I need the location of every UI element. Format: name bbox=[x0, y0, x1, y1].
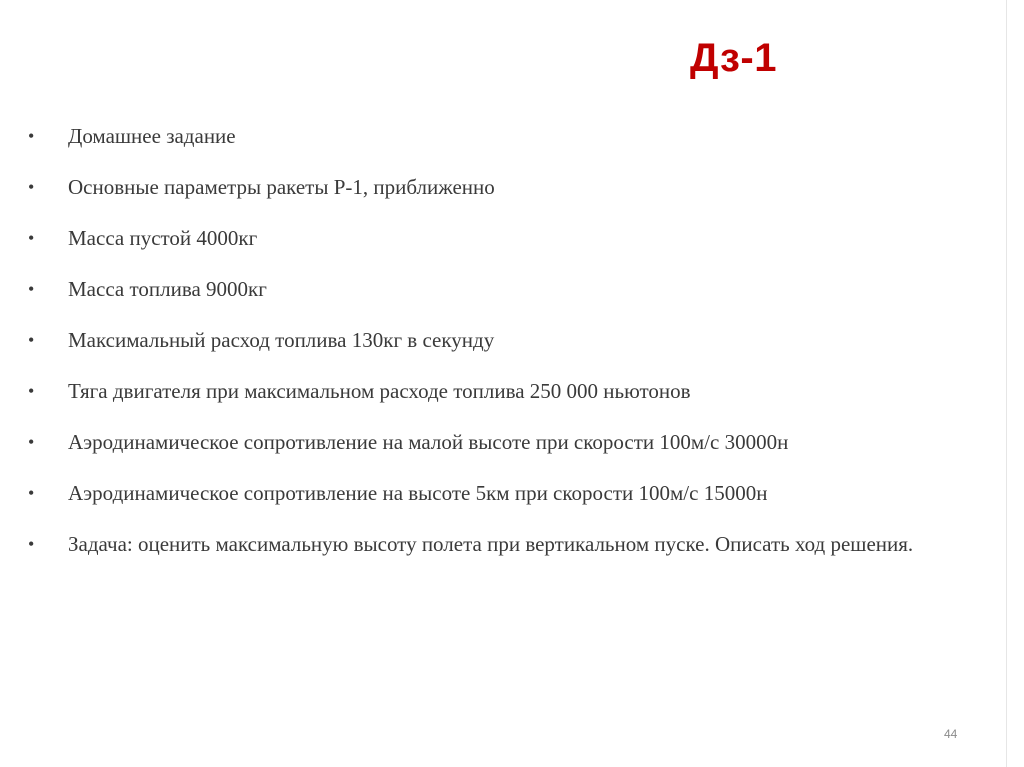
bullet-text: Аэродинамическое сопротивление на высоте 5км при скорости 100м/с 15000н bbox=[68, 481, 768, 505]
bullet-item bbox=[0, 122, 998, 150]
bullet-text: Домашнее задание bbox=[68, 124, 236, 148]
bullet-icon: • bbox=[28, 432, 35, 452]
bullet-icon: • bbox=[28, 228, 35, 248]
bullet-icon: • bbox=[28, 534, 35, 554]
bullet-icon: • bbox=[28, 126, 35, 146]
bullet-icon: • bbox=[28, 177, 35, 197]
bullet-item bbox=[0, 530, 998, 558]
slide-edge-divider bbox=[1006, 0, 1007, 767]
bullet-item bbox=[0, 326, 998, 354]
page-number: 44 bbox=[944, 727, 958, 741]
bullet-item bbox=[0, 224, 998, 252]
bullet-icon: • bbox=[28, 279, 35, 299]
bullet-item bbox=[0, 479, 998, 507]
bullet-icon: • bbox=[28, 330, 35, 350]
slide-title: Дз-1 bbox=[690, 36, 777, 80]
bullet-text: Максимальный расход топлива 130кг в секунду bbox=[68, 328, 495, 352]
bullet-item bbox=[0, 377, 998, 405]
bullet-text: Основные параметры ракеты Р-1, приближенно bbox=[68, 175, 495, 199]
bullet-list bbox=[0, 122, 1000, 581]
bullet-text: Масса топлива 9000кг bbox=[68, 277, 267, 301]
bullet-item bbox=[0, 428, 998, 456]
bullet-text: Масса пустой 4000кг bbox=[68, 226, 258, 250]
bullet-item bbox=[0, 173, 998, 201]
bullet-icon: • bbox=[28, 381, 35, 401]
bullet-item bbox=[0, 275, 998, 303]
bullet-text: Тяга двигателя при максимальном расходе топлива 250 000 ньютонов bbox=[68, 379, 691, 403]
bullet-text: Аэродинамическое сопротивление на малой высоте при скорости 100м/с 30000н bbox=[68, 430, 789, 454]
bullet-icon: • bbox=[28, 483, 35, 503]
bullet-text: Задача: оценить максимальную высоту полета при вертикальном пуске. Описать ход решения. bbox=[68, 532, 914, 556]
